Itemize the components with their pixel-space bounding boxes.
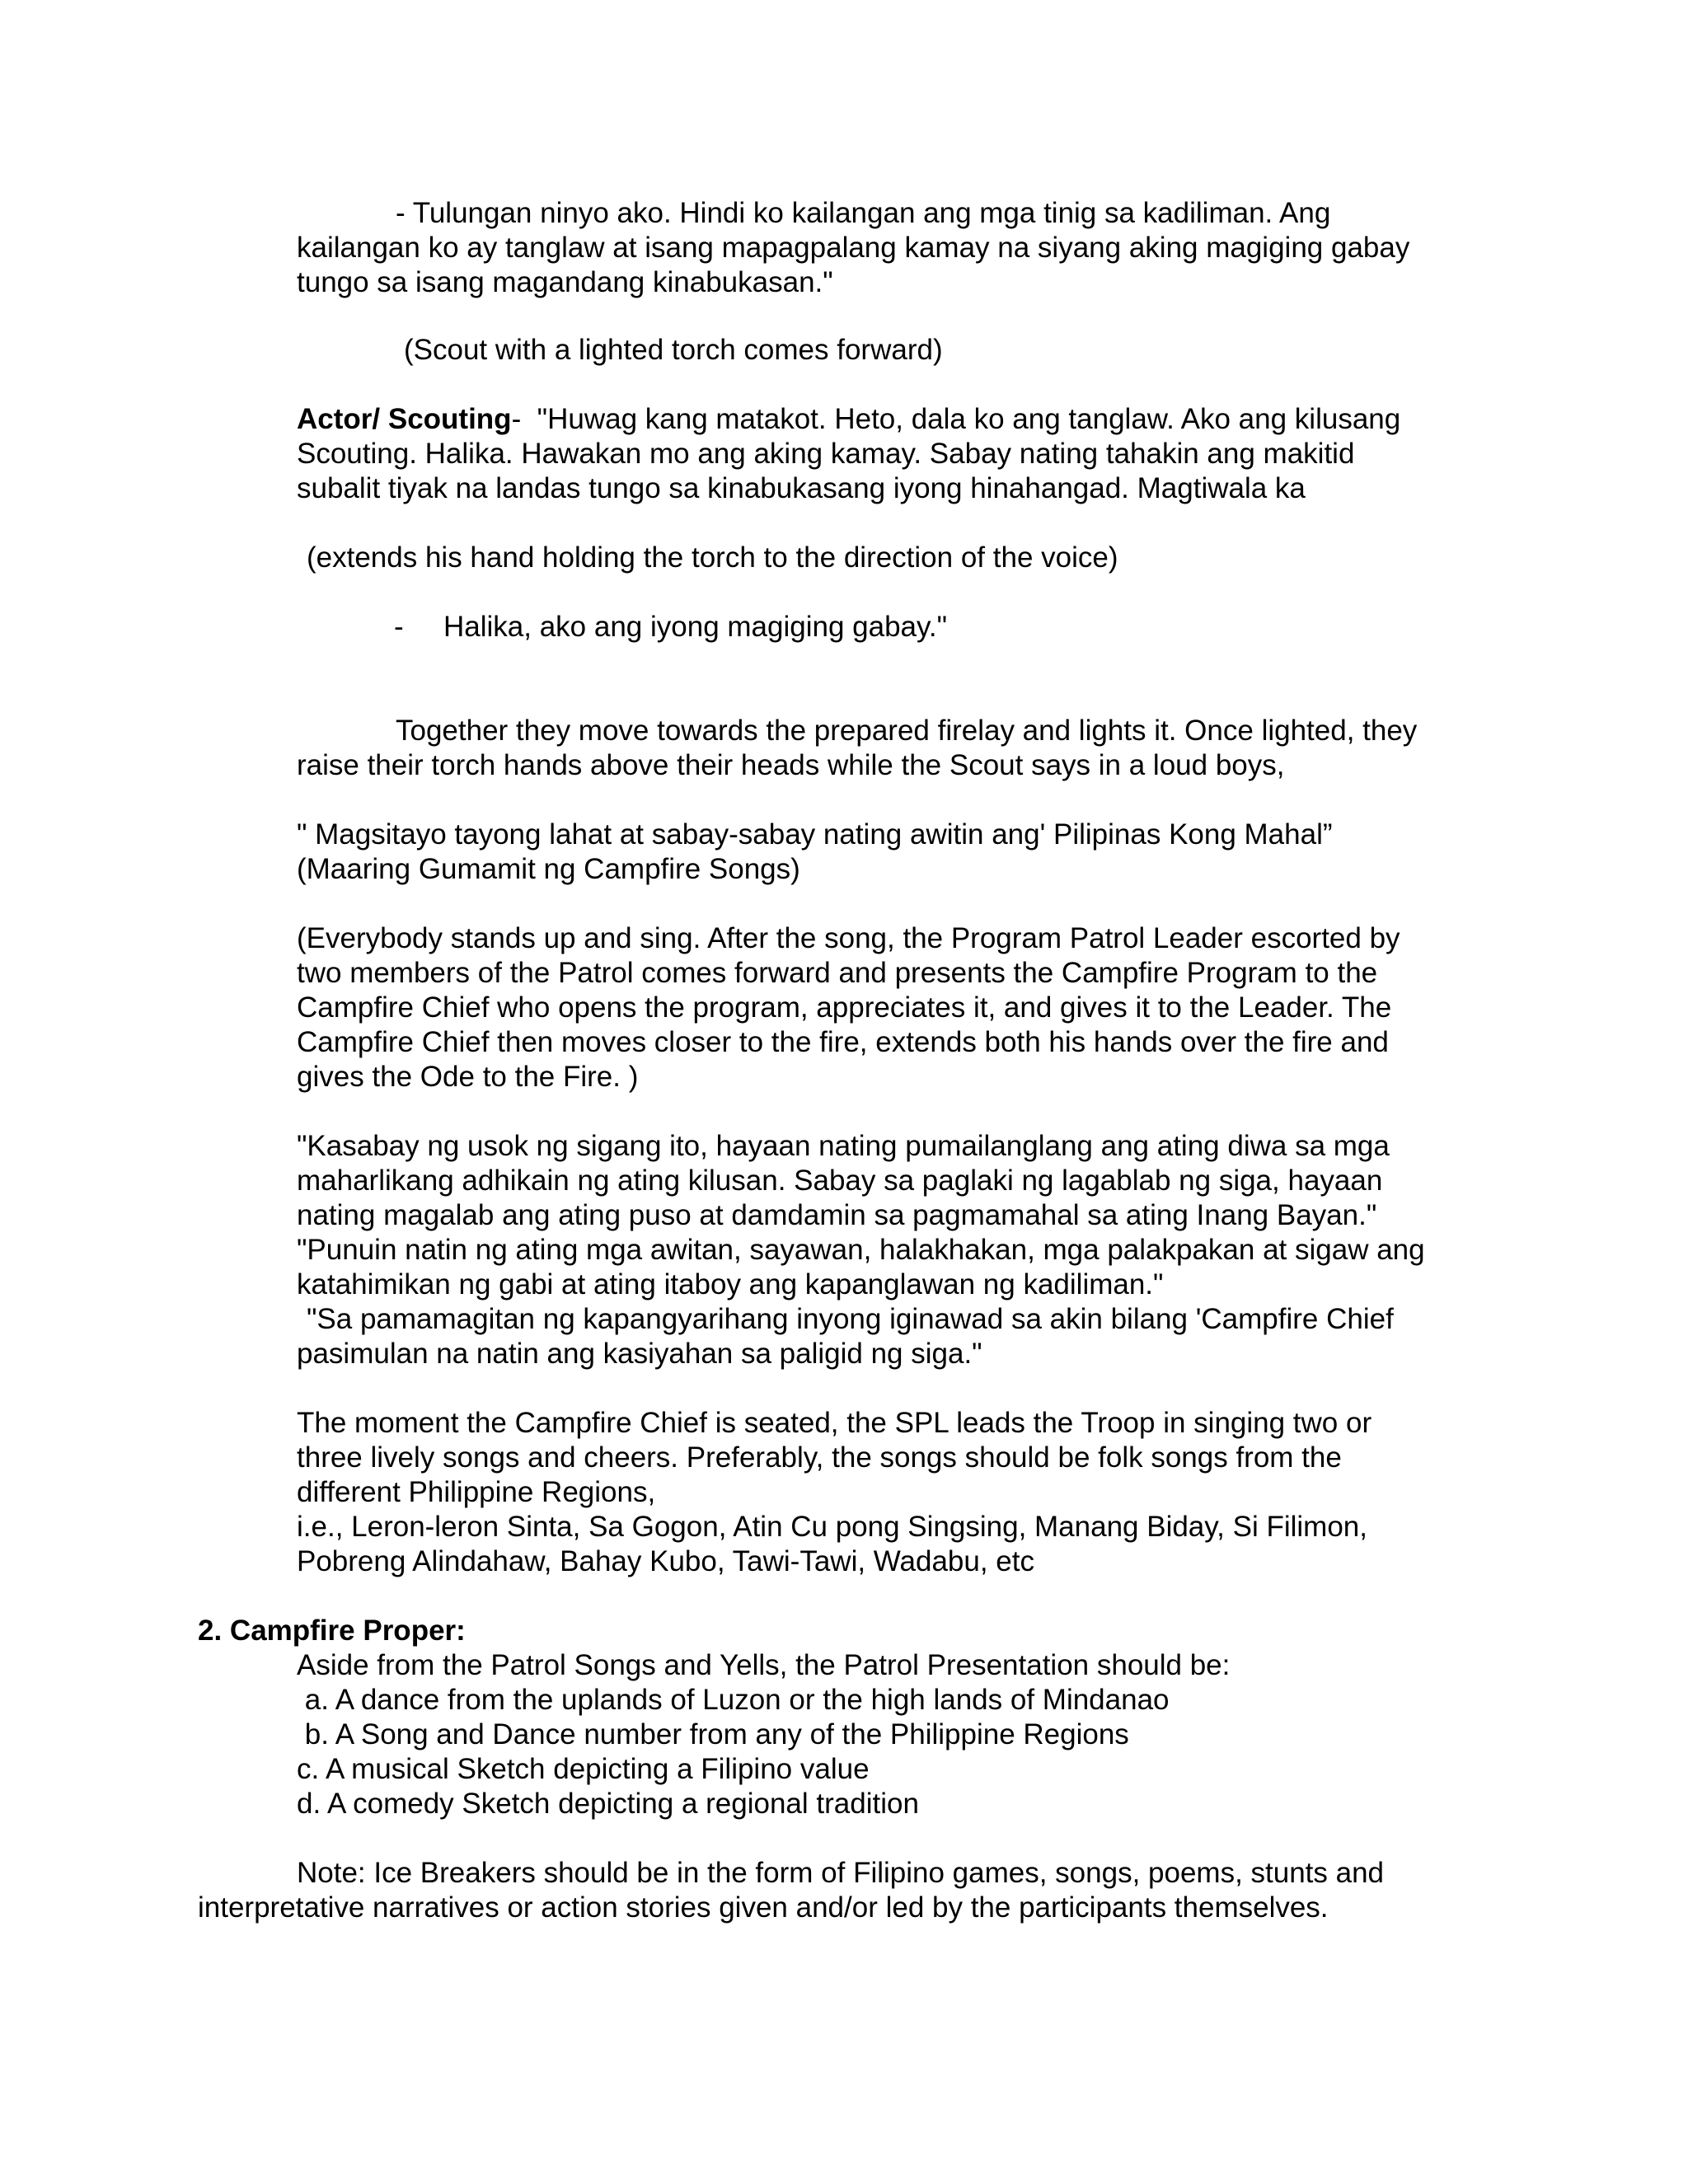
magsitayo-paragraph [297, 818, 1500, 887]
speaker-separator: - [511, 403, 537, 435]
magsitayo-line-1: " Magsitayo tayong lahat at sabay-sabay nating awitin ang' Pilipinas Kong Mahal” [297, 818, 1333, 851]
halika-text: Halika, ako ang iyong magiging gabay." [443, 611, 948, 643]
intro-plea-line-3: tungo sa isang magandang kinabukasan." [297, 266, 833, 298]
ode-line-5: katahimikan ng gabi at ating itaboy ang kapanglawan ng kadiliman." [297, 1268, 1164, 1301]
stage-direction-torch [297, 333, 1500, 368]
campfire-proper-heading [198, 1614, 1517, 1648]
note-line-2: interpretative narratives or action stories given and/or led by the participants themselves. [198, 1891, 1329, 1924]
intro-plea-line-1: - Tulungan ninyo ako. Hindi ko kailangan ang mga tinig sa kadiliman. Ang [396, 197, 1331, 229]
together-paragraph [297, 714, 1500, 783]
together-line-1: Together they move towards the prepared firelay and lights it. Once lighted, they [396, 715, 1418, 747]
list-item-a: a. A dance from the uplands of Luzon or the high lands of Mindanao [297, 1684, 1170, 1716]
moment-line-3: different Philippine Regions, [297, 1476, 656, 1508]
moment-line-5: Pobreng Alindahaw, Bahay Kubo, Tawi-Tawi, Wadabu, etc [297, 1545, 1034, 1577]
campfire-proper-intro: Aside from the Patrol Songs and Yells, the Patrol Presentation should be: [297, 1649, 1231, 1681]
list-item-b: b. A Song and Dance number from any of the Philippine Regions [297, 1718, 1129, 1750]
ode-line-6: "Sa pamamagitan ng kapangyarihang inyong iginawad sa akin bilang 'Campfire Chief [307, 1303, 1394, 1335]
section-heading: 2. Campfire Proper: [198, 1615, 466, 1647]
ode-line-3: nating magalab ang ating puso at damdamin sa pagmamahal sa ating Inang Bayan." [297, 1199, 1377, 1231]
intro-plea-line-2: kailangan ko ay tanglaw at isang mapagpalang kamay na siyang aking magiging gabay [297, 232, 1410, 264]
campfire-proper-body [297, 1648, 1500, 1821]
note-paragraph [198, 1856, 1517, 1925]
actor-scouting-paragraph [297, 402, 1500, 506]
ode-line-4: "Punuin natin ng ating mga awitan, sayawan, halakhakan, mga palakpakan at sigaw ang [297, 1234, 1425, 1266]
everybody-line-4: Campfire Chief then moves closer to the fire, extends both his hands over the fire and [297, 1026, 1389, 1058]
everybody-line-2: two members of the Patrol comes forward and presents the Campfire Program to the [297, 957, 1378, 989]
ode-line-2: maharlikang adhikain ng ating kilusan. Sabay sa paglaki ng lagablab ng siga, hayaan [297, 1165, 1383, 1197]
intro-plea-paragraph [297, 196, 1500, 300]
moment-line-2: three lively songs and cheers. Preferably, the songs should be folk songs from the [297, 1441, 1342, 1474]
speaker-label: Actor/ Scouting [297, 403, 512, 435]
note-line-1: Note: Ice Breakers should be in the form of Filipino games, songs, poems, stunts and [297, 1857, 1385, 1889]
list-item-c: c. A musical Sketch depicting a Filipino value [297, 1753, 870, 1785]
actor-scouting-line-3: subalit tiyak na landas tungo sa kinabukasang iyong hinahangad. Magtiwala ka [297, 472, 1306, 504]
everybody-line-1: (Everybody stands up and sing. After the song, the Program Patrol Leader escorted by [297, 922, 1400, 954]
list-item-d: d. A comedy Sketch depicting a regional tradition [297, 1788, 919, 1820]
halika-line [297, 610, 1500, 644]
actor-scouting-line-1-text: "Huwag kang matakot. Heto, dala ko ang tanglaw. Ako ang kilusang [537, 403, 1401, 435]
actor-scouting-line-1 [297, 402, 1500, 437]
actor-scouting-line-2: Scouting. Halika. Hawakan mo ang aking kamay. Sabay nating tahakin ang makitid [297, 438, 1355, 470]
moment-line-1: The moment the Campfire Chief is seated, the SPL leads the Troop in singing two or [297, 1407, 1372, 1439]
ode-paragraph [297, 1129, 1500, 1371]
moment-line-4: i.e., Leron-leron Sinta, Sa Gogon, Atin Cu pong Singsing, Manang Biday, Si Filimon, [297, 1511, 1367, 1543]
everybody-line-5: gives the Ode to the Fire. ) [297, 1061, 639, 1093]
stage-direction-extend [297, 541, 1500, 575]
everybody-line-3: Campfire Chief who opens the program, appreciates it, and gives it to the Leader. The [297, 991, 1392, 1024]
stage-direction-extend-text: (extends his hand holding the torch to the direction of the voice) [307, 541, 1118, 574]
list-dash: - [394, 611, 404, 643]
magsitayo-line-2: (Maaring Gumamit ng Campfire Songs) [297, 853, 800, 885]
ode-line-1: "Kasabay ng usok ng sigang ito, hayaan nating pumailanglang ang ating diwa sa mga [297, 1130, 1390, 1162]
everybody-paragraph [297, 921, 1500, 1094]
ode-line-7: pasimulan na natin ang kasiyahan sa paligid ng siga." [297, 1338, 982, 1370]
moment-paragraph [297, 1406, 1500, 1579]
together-line-2: raise their torch hands above their heads while the Scout says in a loud boys, [297, 749, 1285, 781]
halika-line-row [297, 610, 1500, 644]
stage-direction-torch-text: (Scout with a lighted torch comes forward) [404, 334, 943, 366]
